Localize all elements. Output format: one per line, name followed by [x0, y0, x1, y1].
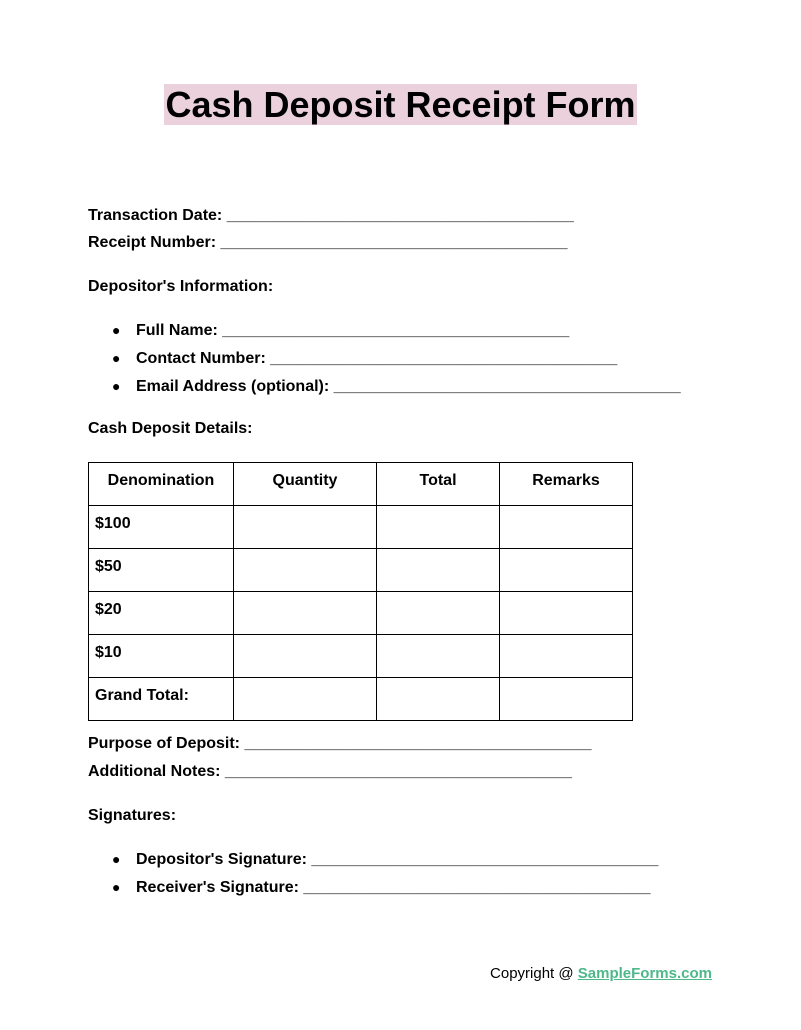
additional-notes-field[interactable]: Additional Notes: _______________________________________ — [88, 763, 572, 780]
signatures-heading: Signatures: — [88, 807, 177, 824]
quantity-cell[interactable] — [234, 678, 377, 721]
denomination-cell: $100 — [89, 506, 234, 549]
full-name-field[interactable] — [112, 320, 569, 341]
email-address-field[interactable] — [112, 376, 681, 397]
column-header-denomination: Denomination — [89, 463, 234, 506]
bullet-icon: ● — [112, 378, 121, 394]
transaction-date-field[interactable]: Transaction Date: _______________________________________ — [88, 207, 574, 224]
email-address-label: Email Address (optional): _______________________________________ — [136, 378, 681, 395]
contact-number-label: Contact Number: _______________________________________ — [136, 350, 618, 367]
receiver-signature-label: Receiver's Signature: _______________________________________ — [136, 879, 651, 896]
total-cell[interactable] — [377, 678, 500, 721]
sampleforms-link[interactable]: SampleForms.com — [577, 965, 712, 982]
table-header-row — [89, 463, 633, 506]
denomination-cell: $10 — [89, 635, 234, 678]
bullet-icon: ● — [112, 851, 121, 867]
footer-copyright — [490, 965, 712, 982]
remarks-cell[interactable] — [500, 592, 633, 635]
copyright-text: Copyright @ — [490, 965, 578, 982]
column-header-total: Total — [377, 463, 500, 506]
remarks-cell[interactable] — [500, 635, 633, 678]
denomination-cell: $20 — [89, 592, 234, 635]
contact-number-field[interactable] — [112, 348, 617, 369]
quantity-cell[interactable] — [234, 549, 377, 592]
total-cell[interactable] — [377, 506, 500, 549]
bullet-icon: ● — [112, 322, 121, 338]
table-row-grand-total — [89, 678, 633, 721]
depositor-heading: Depositor's Information: — [88, 278, 274, 295]
remarks-cell[interactable] — [500, 678, 633, 721]
depositor-signature-label: Depositor's Signature: _______________________________________ — [136, 851, 659, 868]
purpose-of-deposit-field[interactable]: Purpose of Deposit: _______________________________________ — [88, 735, 592, 752]
title-wrapper — [0, 84, 801, 125]
remarks-cell[interactable] — [500, 549, 633, 592]
remarks-cell[interactable] — [500, 506, 633, 549]
cash-deposit-table — [88, 462, 633, 721]
bullet-icon: ● — [112, 879, 121, 895]
column-header-quantity: Quantity — [234, 463, 377, 506]
depositor-signature-field[interactable] — [112, 849, 658, 870]
page-title: Cash Deposit Receipt Form — [165, 84, 636, 125]
receiver-signature-field[interactable] — [112, 877, 650, 898]
total-cell[interactable] — [377, 635, 500, 678]
denomination-cell: $50 — [89, 549, 234, 592]
table-row — [89, 592, 633, 635]
grand-total-label: Grand Total: — [89, 678, 234, 721]
bullet-icon: ● — [112, 350, 121, 366]
table-row — [89, 549, 633, 592]
total-cell[interactable] — [377, 549, 500, 592]
total-cell[interactable] — [377, 592, 500, 635]
quantity-cell[interactable] — [234, 592, 377, 635]
table-row — [89, 635, 633, 678]
quantity-cell[interactable] — [234, 506, 377, 549]
cash-details-heading: Cash Deposit Details: — [88, 420, 253, 437]
quantity-cell[interactable] — [234, 635, 377, 678]
table-row — [89, 506, 633, 549]
receipt-number-field[interactable]: Receipt Number: _______________________________________ — [88, 234, 568, 251]
column-header-remarks: Remarks — [500, 463, 633, 506]
full-name-label: Full Name: _______________________________________ — [136, 322, 570, 339]
